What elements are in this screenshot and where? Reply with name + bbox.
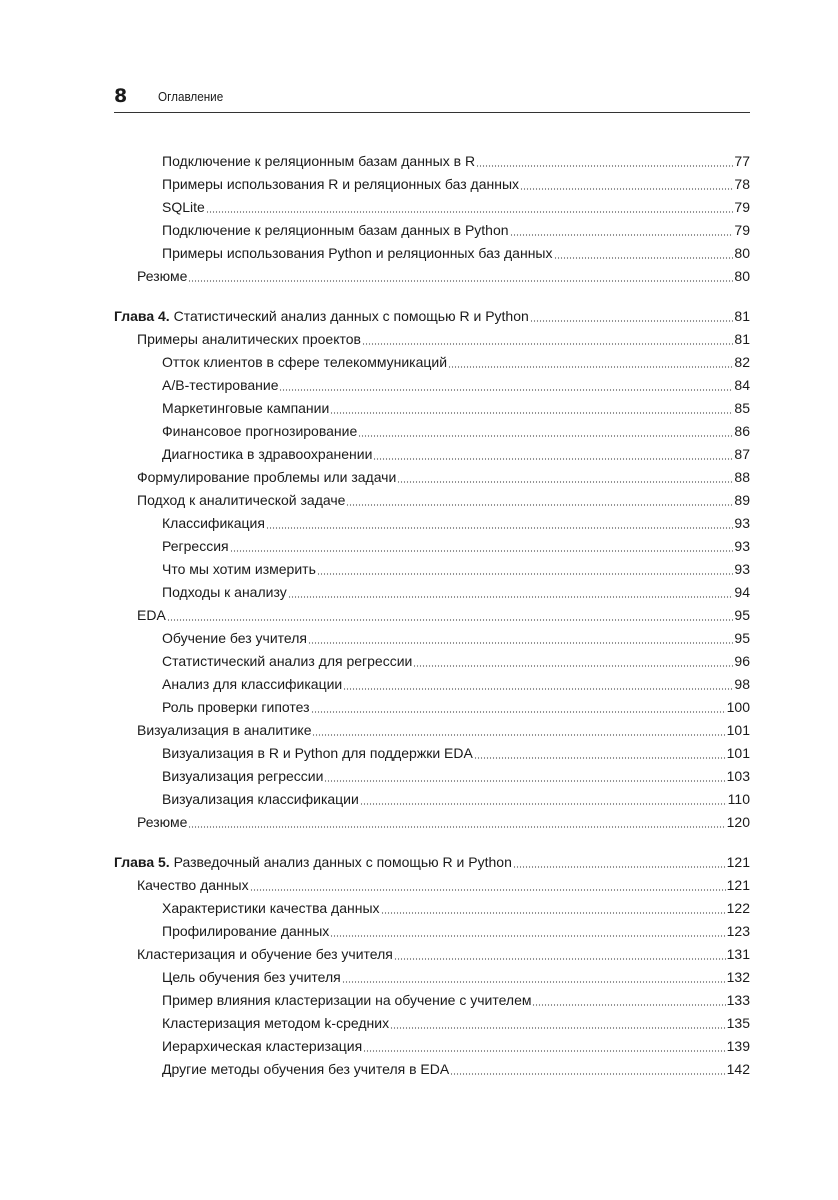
toc-page-number: 122 (726, 900, 750, 916)
toc-page-number: 77 (734, 153, 750, 169)
toc-entry-title (162, 1035, 362, 1058)
toc-page-number: 132 (726, 969, 750, 985)
dot-leader (343, 688, 733, 690)
toc-entry-text: Визуализация классификации (162, 791, 359, 807)
toc-page-number: 121 (726, 877, 750, 893)
toc-entry[interactable] (114, 196, 750, 219)
toc-entry[interactable] (114, 788, 750, 811)
toc-entry[interactable] (114, 443, 750, 466)
toc-entry[interactable] (114, 219, 750, 242)
dot-leader (358, 435, 733, 437)
toc-entry-title (162, 696, 310, 719)
toc-entry-title (137, 811, 187, 834)
dot-leader (279, 389, 733, 391)
toc-page-number: 81 (734, 308, 750, 324)
dot-leader (362, 343, 733, 345)
dot-leader (206, 211, 734, 213)
toc-entry-text: Цель обучения без учителя (162, 969, 341, 985)
toc-entry[interactable] (114, 966, 750, 989)
toc-entry-text: Отток клиентов в сфере телекоммуникаций (162, 354, 448, 370)
dot-leader (317, 573, 734, 575)
dot-leader (250, 889, 726, 891)
toc-entry-text: Подключение к реляционным базам данных в Python (162, 222, 509, 238)
toc-entry-title (114, 305, 529, 328)
toc-entry[interactable] (114, 719, 750, 742)
toc-entry[interactable] (114, 943, 750, 966)
toc-entry[interactable] (114, 558, 750, 581)
toc-entry-title (114, 851, 512, 874)
toc-entry-text: Визуализация в аналитике (137, 722, 312, 738)
toc-page-number: 101 (726, 745, 750, 761)
toc-page-number: 93 (734, 515, 750, 531)
toc-entry-text: Разведочный анализ данных с помощью R и Python (169, 854, 512, 870)
toc-entry[interactable] (114, 374, 750, 397)
toc-entry-text: Примеры использования R и реляционных баз данных (162, 176, 520, 192)
toc-entry[interactable] (114, 242, 750, 265)
toc-entry[interactable] (114, 328, 750, 351)
toc-entry-title (162, 397, 329, 420)
dot-leader (330, 412, 733, 414)
toc-entry-text: Визуализация в R и Python для поддержки EDA (162, 745, 473, 761)
toc-entry[interactable] (114, 627, 750, 650)
toc-entry-text: Обучение без учителя (162, 630, 307, 646)
dot-leader (167, 619, 734, 621)
toc-entry-title (162, 219, 509, 242)
toc-page-number: 94 (734, 584, 750, 600)
toc-entry-text: Что мы хотим измерить (162, 561, 316, 577)
toc-page-number: 79 (734, 222, 750, 238)
dot-leader (474, 757, 726, 759)
toc-entry-text: Статистический анализ для регрессии (162, 653, 413, 669)
toc-entry[interactable] (114, 581, 750, 604)
toc-page-number: 84 (734, 377, 750, 393)
toc-page-number: 79 (734, 199, 750, 215)
toc-page-number: 80 (734, 268, 750, 284)
toc-entry[interactable] (114, 1012, 750, 1035)
dot-leader (397, 481, 733, 483)
toc-entry[interactable] (114, 742, 750, 765)
toc-page-number: 103 (726, 768, 750, 784)
toc-entry-text: SQLite (162, 199, 205, 215)
toc-page-number: 88 (734, 469, 750, 485)
toc-entry-text: Подключение к реляционным базам данных в R (162, 153, 476, 169)
toc-page-number: 101 (726, 722, 750, 738)
toc-entry[interactable] (114, 874, 750, 897)
toc-entry-title (162, 1012, 389, 1035)
toc-entry-title (162, 897, 380, 920)
dot-leader (520, 188, 733, 190)
dot-leader (476, 165, 733, 167)
toc-entry-text: Характеристики качества данных (162, 900, 380, 916)
toc-entry-title (162, 196, 205, 219)
toc-entry-title (137, 874, 249, 897)
toc-entry-text: Профилирование данных (162, 923, 330, 939)
toc-entry-title (162, 374, 278, 397)
toc-chapter-entry[interactable] (114, 851, 750, 874)
toc-entry[interactable] (114, 1035, 750, 1058)
toc-page-number: 123 (726, 923, 750, 939)
toc-entry-text: Подход к аналитической задаче (137, 492, 346, 508)
toc-page-number: 96 (734, 653, 750, 669)
toc-page-number: 78 (734, 176, 750, 192)
toc-entry-title (162, 627, 307, 650)
toc-entry-title (162, 765, 323, 788)
toc-entry-text: Примеры использования Python и реляционных баз данных (162, 245, 553, 261)
toc-entry-title (162, 989, 531, 1012)
toc-entry-text: Примеры аналитических проектов (137, 331, 361, 347)
dot-leader (230, 550, 734, 552)
dot-leader (413, 665, 733, 667)
toc-entry-title (162, 173, 519, 196)
dot-leader (373, 458, 733, 460)
toc-entry-text: Кластеризация методом k-средних (162, 1015, 390, 1031)
toc-page-number: 131 (726, 946, 750, 962)
dot-leader (308, 642, 733, 644)
toc-entry-title (137, 466, 396, 489)
running-title: Оглавление (158, 89, 224, 104)
dot-leader (288, 596, 734, 598)
toc-entry[interactable] (114, 397, 750, 420)
toc-page-number: 87 (734, 446, 750, 462)
toc-entry[interactable] (114, 765, 750, 788)
dot-leader (554, 257, 734, 259)
toc-entry[interactable] (114, 535, 750, 558)
dot-leader (311, 711, 726, 713)
toc-page-number: 81 (734, 331, 750, 347)
dot-leader (390, 1027, 726, 1029)
dot-leader (513, 866, 726, 868)
toc-entry-title (162, 351, 447, 374)
dot-leader (342, 981, 726, 983)
toc-entry-title (137, 943, 393, 966)
toc-entry[interactable] (114, 673, 750, 696)
toc-page-number: 95 (734, 630, 750, 646)
toc-entry-title (162, 443, 372, 466)
toc-entry[interactable] (114, 920, 750, 943)
toc-page-number: 89 (734, 492, 750, 508)
toc-page-number: 120 (726, 814, 750, 830)
toc-entry-title (162, 920, 329, 943)
toc-page-number: 93 (734, 538, 750, 554)
toc-entry[interactable] (114, 512, 750, 535)
toc-entry-text: Регрессия (162, 538, 229, 554)
toc-chapter-number: Глава 4. (114, 308, 170, 324)
dot-leader (266, 527, 734, 529)
toc-entry-text: EDA (137, 607, 166, 623)
toc-entry-text: Финансовое прогнозирование (162, 423, 358, 439)
toc-entry-title (162, 150, 475, 173)
toc-entry-title (162, 788, 359, 811)
toc-entry-title (137, 489, 345, 512)
toc-entry-text: Анализ для классификации (162, 676, 343, 692)
dot-leader (324, 780, 725, 782)
toc-entry-title (137, 265, 187, 288)
toc-entry[interactable] (114, 650, 750, 673)
toc-entry[interactable] (114, 420, 750, 443)
toc-page-number: 121 (726, 854, 750, 870)
page-header (114, 84, 750, 113)
toc-page-number: 80 (734, 245, 750, 261)
toc-entry-title (162, 242, 553, 265)
toc-page-number: 93 (734, 561, 750, 577)
toc-entry-title (162, 558, 316, 581)
toc-entry-text: Иерархическая кластеризация (162, 1038, 363, 1054)
toc-entry-title (162, 742, 473, 765)
toc-entry-title (162, 1058, 449, 1081)
toc-page-number: 142 (726, 1061, 750, 1077)
toc-entry-text: A/B-тестирование (162, 377, 279, 393)
toc-page-number: 100 (726, 699, 750, 715)
toc-page-number: 133 (726, 992, 750, 1008)
dot-leader (330, 935, 725, 937)
toc-entry[interactable] (114, 1058, 750, 1081)
dot-leader (448, 366, 733, 368)
toc-entry-text: Статистический анализ данных с помощью R и Python (169, 308, 529, 324)
toc-entry-title (137, 604, 166, 627)
toc-page-number: 85 (734, 400, 750, 416)
table-of-contents (114, 150, 750, 1081)
toc-entry[interactable] (114, 696, 750, 719)
dot-leader (360, 803, 727, 805)
toc-entry-title (162, 420, 357, 443)
toc-entry-title (162, 581, 287, 604)
toc-entry[interactable] (114, 989, 750, 1012)
dot-leader (530, 320, 734, 322)
toc-entry-text: Классификация (162, 515, 265, 531)
toc-entry-text: Резюме (137, 814, 188, 830)
toc-entry[interactable] (114, 265, 750, 288)
toc-entry-text: Маркетинговые кампании (162, 400, 330, 416)
toc-page-number: 98 (734, 676, 750, 692)
dot-leader (312, 734, 725, 736)
page-number: 8 (114, 85, 128, 107)
toc-page-number: 110 (727, 791, 750, 807)
toc-page-number: 95 (734, 607, 750, 623)
toc-entry[interactable] (114, 150, 750, 173)
toc-entry-title (137, 719, 311, 742)
toc-entry-title (137, 328, 361, 351)
toc-entry-title (162, 512, 265, 535)
toc-entry-title (162, 673, 342, 696)
toc-entry-title (162, 966, 341, 989)
toc-entry-text: Роль проверки гипотез (162, 699, 310, 715)
toc-entry-text: Кластеризация и обучение без учителя (137, 946, 393, 962)
dot-leader (188, 280, 733, 282)
toc-entry[interactable] (114, 897, 750, 920)
dot-leader (394, 958, 726, 960)
toc-page-number: 135 (726, 1015, 750, 1031)
toc-entry-text: Другие методы обучения без учителя в EDA (162, 1061, 450, 1077)
toc-entry-title (162, 650, 412, 673)
toc-page-number: 86 (734, 423, 750, 439)
toc-page-number: 139 (726, 1038, 750, 1054)
dot-leader (363, 1050, 725, 1052)
dot-leader (450, 1073, 725, 1075)
toc-entry-text: Диагностика в здравоохранении (162, 446, 373, 462)
toc-page-number: 82 (734, 354, 750, 370)
dot-leader (188, 826, 725, 828)
toc-chapter-number: Глава 5. (114, 854, 170, 870)
toc-entry[interactable] (114, 811, 750, 834)
toc-entry-text: Подходы к анализу (162, 584, 287, 600)
dot-leader (532, 1004, 725, 1006)
toc-entry-text: Качество данных (137, 877, 249, 893)
toc-entry-text: Формулирование проблемы или задачи (137, 469, 397, 485)
toc-entry[interactable] (114, 351, 750, 374)
toc-entry-text: Пример влияния кластеризации на обучение с учителем (162, 992, 532, 1008)
toc-entry[interactable] (114, 604, 750, 627)
toc-chapter-entry[interactable] (114, 305, 750, 328)
dot-leader (346, 504, 733, 506)
toc-entry[interactable] (114, 173, 750, 196)
toc-entry-text: Визуализация регрессии (162, 768, 324, 784)
dot-leader (510, 234, 734, 236)
toc-entry-text: Резюме (137, 268, 188, 284)
toc-entry[interactable] (114, 466, 750, 489)
dot-leader (381, 912, 726, 914)
toc-entry-title (162, 535, 229, 558)
toc-entry[interactable] (114, 489, 750, 512)
